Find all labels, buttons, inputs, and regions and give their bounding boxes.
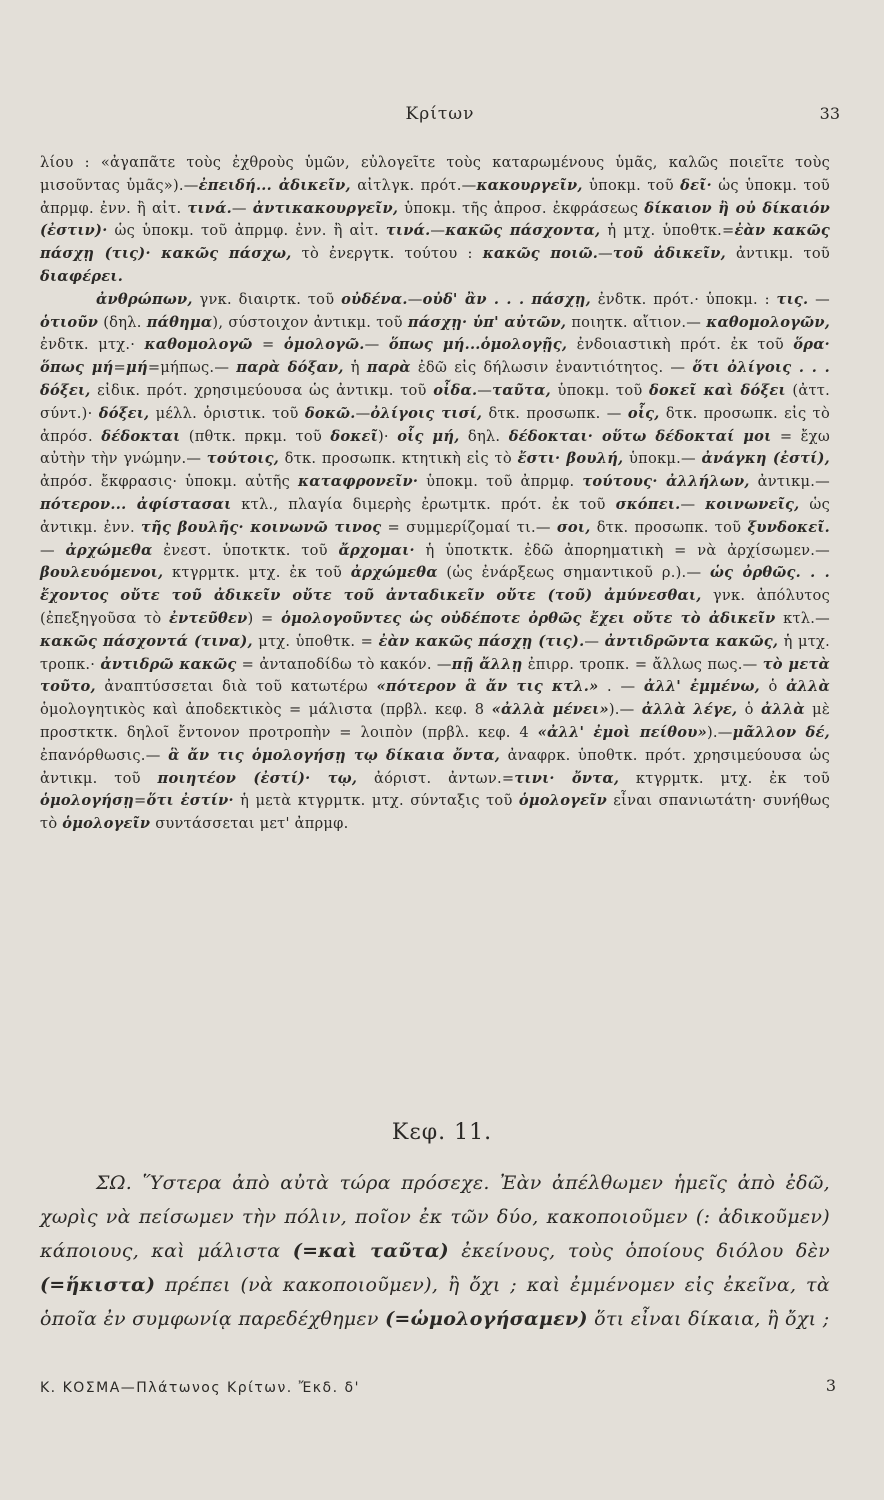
emphasized-term: τινι· ὄντα, xyxy=(514,769,620,787)
text-run: ἀναφρκ. ὑποθτκ. πρότ. χρησιμεύουσα ὡς ἀντικμ. τοῦ xyxy=(40,746,830,787)
emphasized-term: τῆς βουλῆς· κοινωνῶ τινος xyxy=(141,518,382,536)
text-run: δτκ. προσωπκ. τοῦ xyxy=(590,518,748,536)
text-run: — xyxy=(477,381,493,399)
text-run: — xyxy=(40,541,66,559)
text-run: ὑποκμ.— xyxy=(623,450,702,468)
text-run: = ἀνταποδίδω τὸ κακόν. — xyxy=(236,655,452,673)
emphasized-term: ὁμολογῶ. xyxy=(283,336,365,354)
emphasized-term: μή xyxy=(126,359,148,377)
emphasized-term: κακῶς πάσχοντά (τινα), xyxy=(40,632,253,650)
text-run: ἡ μετὰ κτγρμτκ. μτχ. σύνταξις τοῦ xyxy=(233,792,519,810)
text-run: τὸ ἐνεργτκ. τούτου : xyxy=(291,245,483,263)
text-run: ποιητκ. αἴτιον.— xyxy=(566,313,707,331)
emphasized-term: δόξει, xyxy=(98,404,150,422)
emphasized-term: ὀλίγοις τισί, xyxy=(370,404,483,422)
text-run: ὁ xyxy=(737,701,761,719)
text-run: (ἀττ. σύντ.)· xyxy=(40,381,830,422)
translation-paragraph xyxy=(40,1166,830,1336)
text-run: ὁμολογητικὸς καὶ ἀποδεκτικὸς = μάλιστα (πρβλ. κεφ. 8 xyxy=(40,701,492,719)
emphasized-term: παρὰ δόξαν, xyxy=(236,359,344,377)
emphasized-term: ἃ ἄν τις ὁμολογήσῃ τῳ δίκαια ὄντα, xyxy=(168,746,501,764)
text-run: κτλ.— xyxy=(775,609,831,627)
emphasized-term: καταφρονεῖν· xyxy=(298,473,419,491)
emphasized-term: παρὰ xyxy=(366,359,411,377)
text-run: )· xyxy=(377,427,398,445)
text-run: συντάσσεται μετ' ἀπρμφ. xyxy=(150,815,349,833)
emphasized-term: ἀλλὰ λέγε, xyxy=(641,701,738,719)
text-run: — xyxy=(355,404,371,422)
emphasized-term: «ἀλλ' ἐμοὶ πείθου» xyxy=(537,723,707,741)
text-run: — xyxy=(584,632,605,650)
emphasized-term: καθομολογῶ xyxy=(144,336,253,354)
text-run: ἐδῶ εἰς δήλωσιν ἐναντιότητος. — xyxy=(410,359,693,377)
emphasized-term: δοκῶ. xyxy=(304,404,356,422)
emphasized-term: δοκεῖ xyxy=(330,427,378,445)
text-run: ὡς ἀντικμ. ἐνν. xyxy=(40,495,831,536)
text-run: λίου : «ἀγαπᾶτε τοὺς ἐχθροὺς ὑμῶν, εὐλογεῖτε τοὺς καταρωμένους ὑμᾶς, καλῶς ποιεῖτε τοὺς μισοῦντας ὑμᾶς»).— xyxy=(40,154,830,194)
text-run: — xyxy=(364,336,389,354)
text-run: δτκ. προσωπκ. — xyxy=(482,404,628,422)
running-title: Κρίτων xyxy=(405,104,475,124)
text-run: ὡς ὑποκμ. τοῦ ἀπρμφ. ἐνν. ἢ αἰτ. xyxy=(40,176,830,217)
emphasized-term: τινά. xyxy=(187,199,232,217)
text-run: ἡ xyxy=(343,359,367,377)
emphasized-term: τούτοις, xyxy=(206,450,280,468)
text-run: δτκ. προσωπκ. κτητικὴ εἰς τὸ xyxy=(279,450,518,468)
text-run: — xyxy=(598,245,613,263)
text-run: μτχ. ὑποθτκ. = xyxy=(252,632,379,650)
page-footer xyxy=(40,1376,836,1402)
text-run: δτκ. προσωπκ. εἰς τὸ ἀπρόσ. xyxy=(40,404,830,445)
emphasized-term: ὅτι ἐστίν· xyxy=(146,792,234,810)
text-run: ἐνδοιαστικὴ πρότ. ἐκ τοῦ xyxy=(567,336,794,354)
emphasized-term: κοινωνεῖς, xyxy=(705,495,800,513)
text-run: ἡ μτχ. τροπκ.· xyxy=(40,632,831,673)
emphasized-term: πάθημα xyxy=(146,313,213,331)
text-run: = xyxy=(113,359,127,377)
text-run: ὅτι εἶναι δίκαια, ἢ ὄχι ; xyxy=(587,1308,830,1330)
emphasized-term: ξυνδοκεῖ. xyxy=(747,518,831,536)
emphasized-term: ἐὰν κακῶς πάσχῃ (τις)· κακῶς πάσχω, xyxy=(40,222,830,263)
emphasized-term: βουλευόμενοι, xyxy=(40,564,164,582)
emphasized-term: ποιητέον (ἐστί)· τῳ, xyxy=(157,769,358,787)
text-run: — xyxy=(407,290,423,308)
emphasized-term: σκόπει. xyxy=(615,495,681,513)
emphasized-term: δέδοκται xyxy=(101,427,181,445)
text-run: (ὡς ἐνάρξεως σημαντικοῦ ρ.).— xyxy=(437,564,711,582)
translation-text xyxy=(40,1166,830,1336)
text-run: ὁ xyxy=(759,678,787,696)
text-run: ὑποκμ. τῆς ἀπροσ. ἐκφράσεως xyxy=(398,199,645,217)
emphasized-term: ἐὰν κακῶς πάσχῃ (τις). xyxy=(378,632,585,650)
text-run: γνκ. διαιρτκ. τοῦ xyxy=(192,290,342,308)
text-run: ἀντικμ.— xyxy=(749,473,830,491)
text-run: μέλλ. ὁριστικ. τοῦ xyxy=(149,404,305,422)
emphasized-term: ὁμολογεῖν xyxy=(518,792,607,810)
emphasized-term: ἀρχώμεθα xyxy=(65,541,153,559)
emphasized-term: ἀλλ' ἐμμένω, xyxy=(643,678,760,696)
page-number: 33 xyxy=(819,104,840,123)
emphasized-term: (=ἥκιστα) xyxy=(40,1274,156,1296)
emphasized-term: (=ὡμολογήσαμεν) xyxy=(385,1308,588,1330)
emphasized-term: σοι, xyxy=(556,518,591,536)
text-run: ἀπρόσ. ἔκφρασις· ὑποκμ. αὐτῆς xyxy=(40,473,299,491)
text-run: κτλ., πλαγία διμερὴς ἐρωτμτκ. πρότ. ἐκ τοῦ xyxy=(231,495,616,513)
text-run: κτγρμτκ. μτχ. ἐκ τοῦ xyxy=(619,769,830,787)
text-run: δηλ. xyxy=(459,427,509,445)
emphasized-term: δίκαιον ἢ οὐ δίκαιόν (ἐστιν)· xyxy=(40,199,831,240)
emphasized-term: ὅρα· ὅπως μή xyxy=(40,336,831,377)
emphasized-term: τούτους· ἀλλήλων, xyxy=(582,473,750,491)
emphasized-term: τὸ μετὰ τοῦτο, xyxy=(40,655,830,696)
emphasized-term: τινά. xyxy=(385,222,431,240)
text-run: πρέπει (νὰ κακοποιοῦμεν), ἢ ὄχι ; καὶ ἐμμένομεν εἰς ἐκεῖνα, τὰ ὁποῖα ἐν συμφωνίᾳ παρεδέχθημεν xyxy=(40,1274,830,1330)
emphasized-term: ἀλλὰ xyxy=(786,678,831,696)
emphasized-term: κακῶς πάσχοντα, xyxy=(445,222,601,240)
text-run: ἐνδτκ. πρότ.· ὑποκμ. : xyxy=(590,290,777,308)
text-run: ἀόριστ. ἀντων.= xyxy=(357,769,515,787)
text-run: ὑποκμ. τοῦ xyxy=(582,176,681,194)
emphasized-term: ὁμολογήσῃ xyxy=(40,792,134,810)
emphasized-term: πῇ ἄλλῃ xyxy=(451,655,523,673)
emphasized-term: ἔστι· βουλή, xyxy=(517,450,624,468)
emphasized-term: διαφέρει. xyxy=(40,267,124,285)
text-run: ἐπιρρ. τροπκ. = ἄλλως πως.— xyxy=(522,655,763,673)
text-run: = xyxy=(252,336,284,354)
text-run: — xyxy=(680,495,706,513)
text-run: . — xyxy=(598,678,644,696)
emphasized-term: ἀντιδρῶ κακῶς xyxy=(100,655,237,673)
emphasized-term: τοῦ ἀδικεῖν, xyxy=(612,245,726,263)
emphasized-term: ὡς ὀρθῶς. . . ἔχοντος οὔτε τοῦ ἀδικεῖν οὔτε τοῦ ἀνταδικεῖν οὔτε (τοῦ) ἀμύνεσθαι, xyxy=(40,564,830,605)
text-run: = συμμερίζομαί τι.— xyxy=(381,518,557,536)
text-run: ἐνδτκ. μτχ.· xyxy=(40,336,145,354)
text-run: κτγρμτκ. μτχ. ἐκ τοῦ xyxy=(163,564,351,582)
text-run: (πθτκ. πρκμ. τοῦ xyxy=(180,427,331,445)
text-run: — xyxy=(430,222,446,240)
text-run: ) = xyxy=(247,609,282,627)
signature-mark: 3 xyxy=(825,1376,836,1395)
footer-title: Κ. ΚΟΣΜΑ—Πλάτωνος Κρίτων. Ἔκδ. δ' xyxy=(40,1380,360,1396)
emphasized-term: οὐδ' ἂν . . . πάσχῃ, xyxy=(422,290,591,308)
emphasized-term: δεῖ· xyxy=(680,176,712,194)
emphasized-term: ἀνθρώπων, xyxy=(96,290,193,308)
text-run: ἡ ὑποτκτκ. ἐδῶ ἀπορηματικὴ = νὰ ἀρχίσωμεν.— xyxy=(414,541,830,559)
emphasized-term: ὅτι ὀλίγοις . . . δόξει, xyxy=(40,359,830,399)
text-run: ΣΩ. Ὕστερα ἀπὸ αὐτὰ τώρα πρόσεχε. Ἐὰν ἀπέλθωμεν ἡμεῖς ἀπὸ ἐδῶ, χωρὶς νὰ πείσωμεν τὴν πόλιν, ποῖον ἐκ τῶν δύο, κακοποιοῦμεν (: ἀδικοῦμεν) κάποιους, καὶ μάλιστα xyxy=(40,1172,830,1262)
text-run: ).— xyxy=(608,701,642,719)
page-header xyxy=(40,100,840,130)
emphasized-term: ὁμολογοῦντες ὡς οὐδέποτε ὀρθῶς ἔχει οὔτε τὸ ἀδικεῖν xyxy=(281,609,776,627)
emphasized-term: οἶδα. xyxy=(433,381,478,399)
commentary-paragraph xyxy=(40,289,830,836)
text-run: αἰτλγκ. πρότ.— xyxy=(350,176,477,194)
emphasized-term: οἷς, xyxy=(627,404,660,422)
text-run: = ἔχω αὐτὴν τὴν γνώμην.— xyxy=(40,427,830,468)
emphasized-term: κακουργεῖν, xyxy=(476,176,583,194)
text-run: (δηλ. xyxy=(98,313,147,331)
emphasized-term: δοκεῖ καὶ δόξει xyxy=(649,381,786,399)
text-run: — xyxy=(231,199,253,217)
emphasized-term: ὅπως μή...ὁμολογῇς, xyxy=(388,336,568,354)
emphasized-term: οἷς μή, xyxy=(397,427,460,445)
text-run: μὲ προστκτκ. δηλοῖ ἔντονον προτροπὴν = λοιπὸν (πρβλ. κεφ. 4 xyxy=(40,701,830,741)
emphasized-term: πάσχῃ· ὑπ' αὐτῶν, xyxy=(407,313,567,331)
text-run: ἐπανόρθωσις.— xyxy=(40,746,169,764)
emphasized-term: ἐντεῦθεν xyxy=(168,609,248,627)
text-run: ἀναπτύσσεται διὰ τοῦ κατωτέρω xyxy=(95,678,377,696)
emphasized-term: τις. xyxy=(776,290,809,308)
text-run: = xyxy=(133,792,147,810)
text-run: ἐκείνους, τοὺς ὁποίους διόλου δὲν xyxy=(448,1240,830,1262)
chapter-heading: Κεφ. 11. xyxy=(391,1120,493,1145)
emphasized-term: «πότερον ἃ ἄν τις κτλ.» xyxy=(376,678,599,696)
emphasized-term: καθομολογῶν, xyxy=(706,313,831,331)
emphasized-term: ὁτιοῦν xyxy=(40,313,99,331)
text-run: εἰδικ. πρότ. χρησιμεύουσα ὡς ἀντικμ. τοῦ xyxy=(90,381,434,399)
text-run: εἶναι σπανιωτάτη· συνήθως τὸ xyxy=(40,792,830,833)
emphasized-term: ἀνάγκη (ἐστί), xyxy=(701,450,830,468)
emphasized-term: πότερον... ἀφίστασαι xyxy=(40,495,232,513)
emphasized-term: ταῦτα, xyxy=(492,381,551,399)
text-run: ἡ μτχ. ὑποθτκ.= xyxy=(600,222,735,240)
emphasized-term: ἀλλὰ xyxy=(760,701,805,719)
commentary-notes xyxy=(40,152,830,836)
emphasized-term: ἐπειδή... ἀδικεῖν, xyxy=(198,176,351,194)
text-run: =μήπως.— xyxy=(147,359,237,377)
text-run: ὑποκμ. τοῦ ἀπρμφ. xyxy=(418,473,583,491)
emphasized-term: (=καὶ ταῦτα) xyxy=(292,1240,449,1262)
text-run: γνκ. ἀπόλυτος (ἐπεξηγοῦσα τὸ xyxy=(40,587,830,627)
emphasized-term: ἀντιδρῶντα κακῶς, xyxy=(604,632,779,650)
emphasized-term: ἀρχώμεθα xyxy=(350,564,438,582)
emphasized-term: μᾶλλον δέ, xyxy=(732,723,830,741)
emphasized-term: δέδοκται· οὕτω δέδοκταί μοι xyxy=(508,427,772,445)
emphasized-term: οὐδένα. xyxy=(341,290,408,308)
emphasized-term: ἀντικακουργεῖν, xyxy=(252,199,399,217)
commentary-paragraph xyxy=(40,152,830,289)
text-run: ), σύστοιχον ἀντικμ. τοῦ xyxy=(212,313,408,331)
emphasized-term: «ἀλλὰ μένει» xyxy=(491,701,609,719)
text-run: ὡς ὑποκμ. τοῦ ἀπρμφ. ἐνν. ἢ αἰτ. xyxy=(107,222,386,240)
text-run: ἐνεστ. ὑποτκτκ. τοῦ xyxy=(152,541,339,559)
text-run: ἀντικμ. τοῦ xyxy=(725,245,830,263)
text-run: — xyxy=(808,290,830,308)
emphasized-term: ἄρχομαι· xyxy=(338,541,415,559)
emphasized-term: ὁμολογεῖν xyxy=(62,815,151,833)
text-run: ).— xyxy=(706,723,733,741)
text-run: ὑποκμ. τοῦ xyxy=(550,381,650,399)
emphasized-term: κακῶς ποιῶ. xyxy=(482,245,599,263)
